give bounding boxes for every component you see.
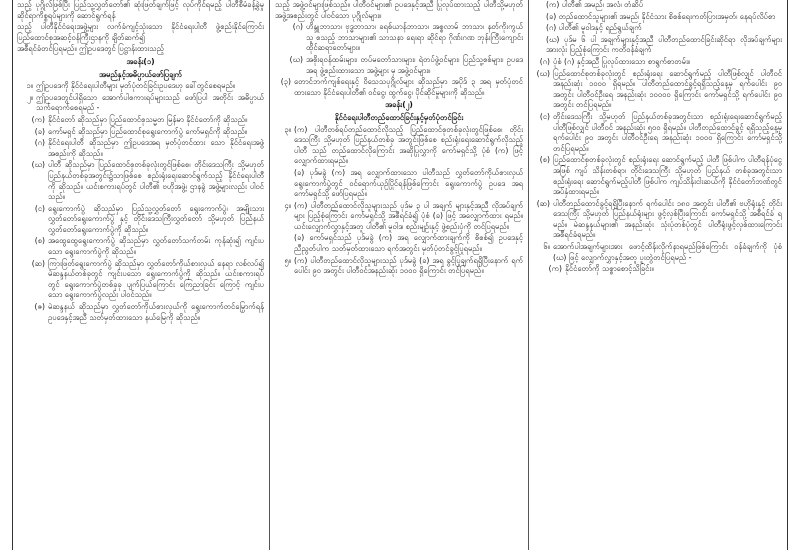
sub-item [287,22,523,54]
definition-number: (ခ) [34,126,45,136]
sub-item-number: (ဂ) [292,22,303,32]
definition-number: (ဆ) [31,258,45,268]
sub-item-number: (ဃ) [289,54,303,64]
requirement-item [534,69,782,111]
chapter-number: အခန်း(၁) [126,56,155,66]
clause [275,201,523,233]
definition-text: မဲဆန္ဒနယ် ဆိုသည်မှာ လွှတ်တော်ကိုယ်စားလှယ်ကို ရွေးကောက်တင်မြှောက်ရန် ဥပဒေနှင့်အညီ သတ်မှတ်ထားသော နယ်မြေကို ဆိုသည်။ [48,302,264,322]
requirement-item [534,199,782,241]
definition-text: ရွေးကောက်ပွဲ ဆိုသည်မှာ ပြည်သူ့လွှတ်တော် ရွေးကောက်ပွဲ၊ အမျိုးသားလွှတ်တော်ရွေးကောက်ပွဲ နှင့် တိုင်းဒေသကြီးလွှတ်တော် သို့မဟုတ် ပြည်နယ် လွှတ်တော်ရွေးကောက်ပွဲကို ဆိုသည်။ [48,203,264,234]
definition-text: တောင်ဘက်ကျစ်ရေးနှင့် ဝိသေသပုဂ္ဂိုလ်များ ဆိုသည်မှာ အပိုဒ် ၃ အရ မှတ်ပုံတင်ထားသော နိုင်ငံရေးပါတီ၏ ဝင်ငွေ၊ ထွက်ငွေ၊ ပိုင်ဆိုင်မှုများကို ဆိုသည်။ [294,77,523,97]
paragraph: အစီရင်ခံတင်ပြရမည်။ ဤဥပဒေတွင် ပြဋ္ဌာန်းထားသည့် [17,44,164,54]
definition [275,77,523,98]
clause-text: (က) ပါတီတည်ထောင်လိုသူများသည် ပုဒ်မခွဲ (ခ) အရ ခွင့်ပြုချက်ရရှိပြီးနောက် ရက်ပေါင်း ၉၀ အတွင်း ပါတီဝင်အနည်းဆုံး ၁၀၀၀ ရှိကြောင်း တင်ပြရမည်။ [294,255,523,276]
clause-number: ၂။ [26,92,33,102]
text-column-1 [17,0,264,550]
definition-number: (ဂ) [34,138,45,148]
paragraph: သည့် အဖွဲ့ဝင်များဖြစ်သည်။ ပါတီဝင်များ၏ ဥပဒေနှင့်အညီ ပြုလုပ်ထားသည့် ပါတီသို့မဟုတ် အဖွဲ့အစည်းတွင် ပါဝင်သော ပုဂ္ဂိုလ်များ။ [275,0,523,20]
definition [29,259,264,301]
definition-number: (က) [31,114,45,124]
definition-text: ကြားဖြတ်ရွေးကောက်ပွဲ ဆိုသည်မှာ လွှတ်တော်ကိုယ်စားလှယ် နေရာ လစ်လပ်၍ မဲဆန္ဒနယ်တစ်ခုတွင် ကျင်းပသော ရွေးကောက်ပွဲကို ဆိုသည်။ ယင်းစကားရပ်တွင် ရွေးကောက်ပွဲတစ်ခုခု ပျက်ပြယ်ကြောင်း ကြေညာခြင်း ကြောင့် ကျင်းပသော ရွေးကောက်ပွဲလည်း ပါဝင်သည်။ [48,258,264,300]
list-line: (ခ) တည်ထောင်သူများ၏ အမည်၊ နိုင်ငံသား စိစစ်ရေးကတ်ပြားအမှတ်၊ နေရပ်လိပ်စာ [546,11,776,21]
definition-number: (၃) [280,77,291,87]
column-divider-1 [269,0,270,550]
clause [275,125,523,167]
requirement-text: နိုင်ငံတော်ကို သစ္စာစောင့်သိခြင်း။ [565,264,654,274]
requirement-text: ပုံစံ (ဂ) နှင့်အညီ ပြုလုပ်ထားသော စာရွက်စာတမ်း။ [553,56,691,66]
requirement-number: (င) [539,111,550,121]
clause [534,242,782,263]
column-divider-2 [528,0,529,550]
definition-number: (င) [34,203,45,213]
definition [29,127,264,138]
chapter-title: နိုင်ငံရေးပါတီတည်ထောင်ခြင်းနှင့်မှတ်ပုံတင်ခြင်း [334,112,464,122]
requirement-number: (ဆ) [536,198,550,208]
clause-number [275,233,291,254]
requirement-number: (ဃ) [536,68,550,78]
clause-text: (က) ပါတီတည်ထောင်လိုသူများသည် ပုဒ်မ ၃ ပါ အချက် များနှင့်အညီ လိုအပ်ချက်များ ပြည့်စုံကြောင်း ကော်မရှင်သို့ အစီရင်ခံ၍ ပုံစံ (ခ) ဖြင့် အလျှောက်ထား ရမည်။ ယင်းလျှောက်လွှာနှင့်အတူ ပါတီ၏ မူဝါဒ၊ စည်းမျဉ်းနှင့် ဖွဲ့စည်းပုံကို တင်ပြရမည်။ [294,200,523,231]
sub-item [287,55,523,76]
definition-text: ပါတီ ဆိုသည်မှာ ပြည်ထောင်စုတစ်ခုလုံးတွင်ဖြစ်စေ၊ တိုင်းဒေသကြီး သို့မဟုတ် ပြည်နယ်တစ်ခုအတွင်း၌သာဖြစ်စေ စည်းရုံးရေးဆောင်ရွက်သည့် နိုင်ငံရေးပါတီကို ဆိုသည်။ ယင်းစကားရပ်တွင် ပါတီ၏ ဗဟိုအဖွဲ့၊ ဌာနခွဲ အဖွဲ့များလည်း ပါဝင်သည်။ [48,160,264,202]
definition-text: အထွေထွေရွေးကောက်ပွဲ ဆိုသည်မှာ လွှတ်တော်သက်တမ်း ကုန်ဆုံး၍ ကျင်းပသော ရွေးကောက်ပွဲကို ဆိုသည်။ [48,236,264,257]
clause-number: ၆။ [543,242,550,252]
clause [275,256,523,277]
clause-number: ၁။ [26,81,33,91]
paragraph: သည့် ပါတီနိုင်ငံရေးအဖွဲ့များ လက်ခံကျင့်သုံးသော နိုင်ငံရေးပါတီ ဖွဲ့စည်းနိုင်ကြောင်း ပြည်ထောင်စုအဆင့်ဝန်ကြီးဌာနကို ချိတ်ဆက်၍ [17,22,264,42]
list-line: (ဂ) ပါတီ၏ မူဝါဒနှင့် ရည်ရွယ်ချက် [546,23,642,33]
clause [275,233,523,254]
chapter-number: အခန်း(၂) [385,100,413,110]
list-line: (ဃ) ပုဒ်မ ၆ ပါ အချက်များနှင့်အညီ ပါတီတည်ထောင်ခြင်းဆိုင်ရာ လိုအပ်ချက်များ အားလုံး ပြည့်စုံကြောင်း ကတိဝန်ခံချက် [546,34,782,55]
definition-text: ကော်မရှင် ဆိုသည်မှာ ပြည်ထောင်စုရွေးကောက်ပွဲ ကော်မရှင်ကို ဆိုသည်။ [48,126,248,136]
definition-number: (ဃ) [31,160,45,170]
text-column-2 [275,0,523,550]
definition [29,138,264,159]
definition [29,302,264,323]
newspaper-page [12,0,788,550]
list-line: (က) ပါတီ၏ အမည်၊ အလံ၊ တံဆိပ် [546,0,644,9]
definition [29,160,264,202]
clause [275,168,523,200]
clause-text: (က) ပါတီတစ်ရပ်တည်ထောင်လိုသည့် ပြည်ထောင်စုတစ်ခုလုံးတွင်ဖြစ်စေ၊ တိုင်းဒေသကြီး သို့မဟုတ် ပြည်နယ်တစ်ခု အတွင်းဖြစ်စေ စည်းရုံးရေးဆောင်ရွက်လိုသည့် ပါတီ သည် တည်ထောင်လိုကြောင်း အဆိုပြုလွှာကို ကော်မရှင်သို့ ပုံစံ (က) ဖြင့် လျှောက်ထားရမည်။ [294,124,523,166]
clause-text: ဤဥပဒေတွင်ပါရှိသော အောက်ပါစကားရပ်များသည် ဖော်ပြပါ အတိုင်း အဓိပ္ပာယ် သက်ရောက်စေရမည် - [36,92,264,113]
clause-number: ၄။ [284,200,291,210]
requirement-number: (ဂ) [539,56,550,66]
clause [17,81,264,92]
clause-text: အောက်ပါအချက်များအား ဖောင့်ထိန်းလိုက်နာရမည်ဖြစ်ကြောင်း ဝန်ခံချက်ကို ပုံစံ (ဃ) ဖြင့် လျှောက်လွှာနှင့်အတူ ပူးတွဲတင်ပြရမည် - [553,242,782,262]
requirement-text: တိုင်းဒေသကြီး သို့မဟုတ် ပြည်နယ်တစ်ခုအတွင်းသာ စည်းရုံးရေးဆောင်ရွက်မည့် ပါတီဖြစ်လျှင် ပါတီဝင် အနည်းဆုံး ၅၀၀ ရှိရမည်။ ပါတီတည်ထောင်ခွင့် ရရှိသည့်နေ့မှ ရက်ပေါင်း ၉၀ အတွင်း ပါတီဝင်ဦးရေ အနည်းဆုံး ၁၀၀၀ ရှိကြောင်း ကော်မရှင်သို့ တင်ပြရမည်။ [553,111,782,153]
sub-item-text: အစိုးရဝန်ထမ်းများ၊ တပ်မတော်သားများ၊ ရဲတပ်ဖွဲ့ဝင်များ၊ ပြည်သူ့စစ်များ၊ ဥပဒေအရ ဖွဲ့စည်းထားသော အဖွဲ့များ မှ အဖွဲ့ဝင်များ။ [306,54,523,75]
requirement-item [534,57,782,68]
definition-text: နိုင်ငံတော် ဆိုသည်မှာ ပြည်ထောင်စုသမ္မတ မြန်မာ နိုင်ငံတော်ကို ဆိုသည်။ [48,114,248,124]
clause-text: ဤဥပဒေကို နိုင်ငံရေးပါတီများ မှတ်ပုံတင်ခြင်းဥပဒေဟု ခေါ်တွင်စေရမည်။ [36,81,236,91]
definition-number: (စ) [34,236,45,246]
clause-number: ၃။ [284,124,291,134]
definition [29,115,264,126]
clause-text: (ခ) ကော်မရှင်သည် ပုဒ်မခွဲ (က) အရ လျှောက်ထားချက်ကို စိစစ်၍ ဥပဒေနှင့်ညီညွတ်ပါက သတ်မှတ်ထားသော ရက်အတွင်း မှတ်ပုံတင်ခွင့်ပြုရမည်။ [294,233,523,254]
definition [29,204,264,236]
requirement-text: ပြည်ထောင်စုတစ်ခုလုံးတွင် စည်းရုံးရေး ဆောင်ရွက်မည့် ပါတီ ဖြစ်ပါက ပါတီရန်ပုံငွေအဖြစ် ကျပ် သိန်းတစ်ရာ၊ တိုင်းဒေသကြီး သို့မဟုတ် ပြည်နယ် တစ်ခုအတွင်းသာ စည်းရုံးရေး ဆောင်ရွက်မည့်ပါတီ ဖြစ်ပါက ကျပ်သိန်းငါးဆယ်ကို နိုင်ငံတော်ဘဏ်တွင် အပ်နှံထားရမည်။ [553,155,782,197]
clause-number [275,168,291,200]
text-column-3 [534,0,782,550]
clause-text: (ခ) ပုဒ်မခွဲ (က) အရ လျှောက်ထားသော ပါတီသည် လွှတ်တော်ကိုယ်စားလှယ် ရွေးကောက်ပွဲတွင် ဝင်ရောက်ယှဉ်ပြိုင်ရန်ဖြစ်ကြောင်း ရွေးကောက်ပွဲ ဥပဒေ အရ ကော်မရှင်သို့ ဖော်ပြရမည်။ [294,167,523,199]
chapter-title: အမည်နှင့်အဓိပ္ပာယ်ဖော်ပြချက် [99,69,182,79]
requirement-number: (စ) [539,155,550,165]
requirement-item [534,155,782,197]
requirement-item [546,264,782,275]
definition-number: (ဇ) [34,302,45,312]
definition-text: နိုင်ငံရေးပါတီ ဆိုသည်မှာ ဤဥပဒေအရ မှတ်ပုံတင်ထား သော နိုင်ငံရေးအဖွဲ့အစည်းကို ဆိုသည်။ [48,138,264,158]
definition [29,236,264,257]
clause-number: ၅။ [284,255,291,265]
paragraph: သည့် ပုဂ္ဂိုလ်ဖြစ်ပြီး ပြည်သူ့လွှတ်တော်၏ ဆုံးဖြတ်ချက်ဖြင့် လုပ်ကိုင်ရမည့် ပါတီစီမံခန့်ခွဲမှုဆိုင်ရာကိစ္စရပ်များကို ဆောင်ရွက်ရန် [17,0,264,20]
clause [17,93,264,114]
sub-item-text: ဟိန္ဒူဘာသာ၊ ဗုဒ္ဓဘာသာ၊ ခရစ်ယာန်ဘာသာ၊ အစ္စလာမ် ဘာသာ၊ နတ်ကိုးကွယ်သူ စသည့် ဘာသာများ၏ သာသနာ ရေးရာ ဆိုင်ရာ ဂိုဏ်းဂဏ ဘုန်းကြီးကျောင်းထိုင်ဆရာတော်များ။ [306,22,523,53]
requirement-text: ပြည်ထောင်စုတစ်ခုလုံးတွင် စည်းရုံးရေး ဆောင်ရွက်မည့် ပါတီဖြစ်လျှင် ပါတီဝင်အနည်းဆုံး ၁၀၀၀ ရှိရမည်။ ပါတီတည်ထောင်ခွင့်ရရှိသည့်နေ့မှ ရက်ပေါင်း ၉၀ အတွင်း ပါတီဝင်ဦးရေ အနည်းဆုံး ၁၀၀၀၀ ရှိကြောင်း ကော်မရှင်သို့ ရက်ပေါင်း ၉၀ အတွင်း တင်ပြရမည်။ [553,68,782,110]
requirement-text: ပါတီတည်ထောင်ခွင့်ရရှိပြီးနောက် ရက်ပေါင်း ၁၈၀ အတွင်း ပါတီ၏ ဗဟိုရုံးနှင့် တိုင်းဒေသကြီး သို့မဟုတ် ပြည်နယ်ရုံးများ ဖွင့်လှစ်ပြီးကြောင်း ကော်မရှင်သို့ အစီရင်ခံ ရမည်။ မဲဆန္ဒနယ်များ၏ အနည်းဆုံး သုံးပုံတစ်ပုံတွင် ပါတီရုံးဖွင့်လှစ်ထားကြောင်း အစီရင်ခံရမည်။ [553,198,782,240]
requirement-item [534,112,782,154]
requirement-number: (က) [548,264,562,274]
